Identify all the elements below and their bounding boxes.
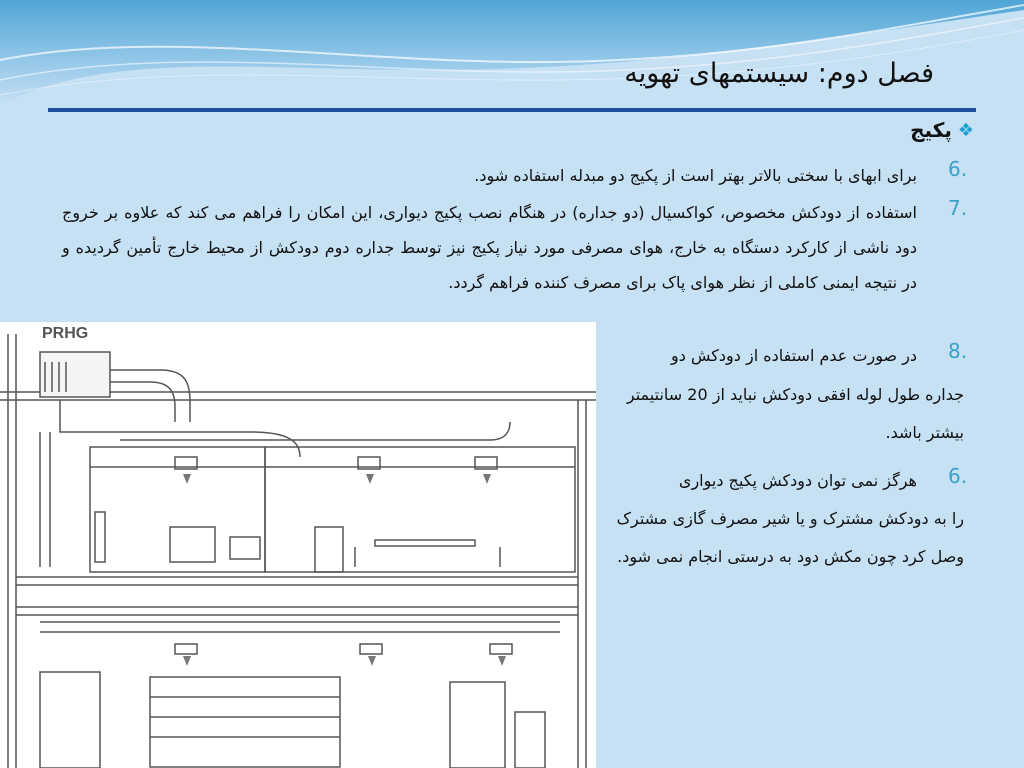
item-text: در صورت عدم استفاده از دودکش دو [670,346,917,365]
item-number: 6. [948,464,968,488]
heading-text: پکیج [910,118,952,142]
building-ventilation-diagram [0,322,596,768]
item-number: 7. [948,196,968,220]
slide-title: فصل دوم: سیستمهای تهویه [624,58,934,89]
item-text: استفاده از دودکش مخصوص، کواکسیال (دو جداره) در هنگام نصب پکیج دیواری، این امکان را فراهم می کند که علاوه بر خروج دود ناشی از کارکرد دستگاه به خارج، هوای مصرفی مورد نیاز پکیج نیز توسط جداره دوم دودکش از محیط خارج تأمین گردیده و در نتیجه ایمنی کاملی از نظر هوای پاک برای مصرف کننده فراهم گردد. [62,203,917,292]
item-continuation: جداره طول لوله افقی دودکش نباید از 20 سانتیمتر بیشتر باشد. [626,385,964,442]
item-continuation: را به دودکش مشترک و یا شیر مصرف گازی مشترک وصل کرد چون مکش دود به درستی انجام نمی شود. [616,509,964,566]
item-number: 8. [948,339,968,363]
item-number: 6. [948,157,968,181]
item-text: هرگز نمی توان دودکش پکیج دیواری [678,471,917,490]
section-heading [910,118,974,142]
item-text: برای ابهای با سختی بالاتر بهتر است از پکیج دو مبدله استفاده شود. [474,166,917,185]
title-divider [48,108,976,112]
diagram-label: PRHG [42,325,89,342]
diamond-bullet-icon: ❖ [957,119,974,141]
background-waves [0,0,1024,110]
